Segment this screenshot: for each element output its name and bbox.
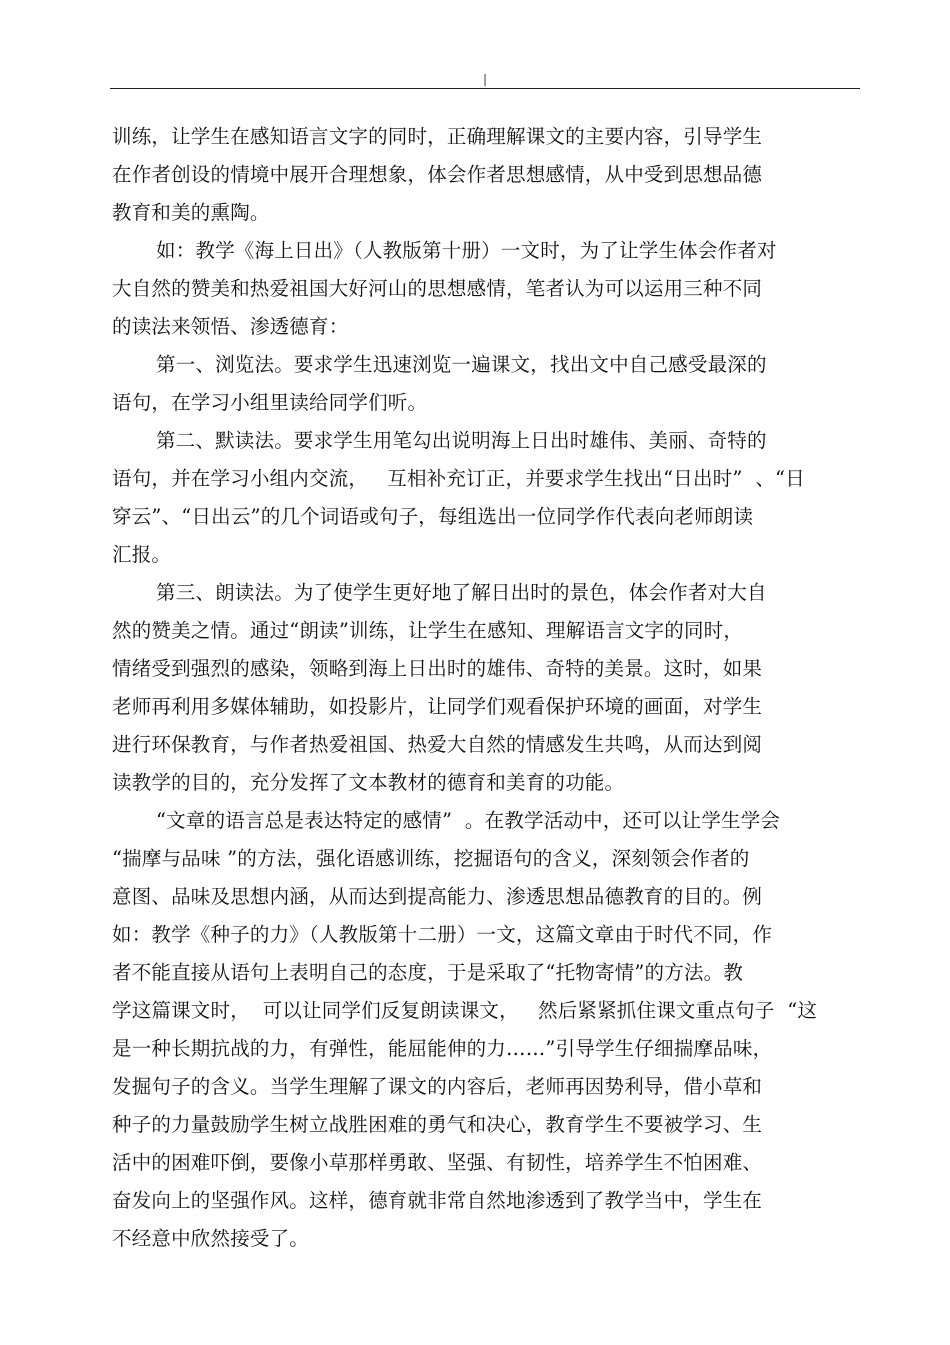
- text-line: 语句，并在学习小组内交流， 互相补充订正，并要求学生找出“日出时” 、“日: [112, 467, 805, 490]
- text-line: 不经意中欣然接受了。: [112, 1227, 310, 1250]
- text-line: 在作者创设的情境中展开合理想象，体会作者思想感情，从中受到思想品德: [112, 163, 763, 186]
- text-line: 奋发向上的坚强作风。这样，德育就非常自然地渗透到了教学当中，学生在: [112, 1189, 763, 1212]
- text-line: 语句，在学习小组里读给同学们听。: [112, 391, 428, 414]
- text-line: 活中的困难吓倒，要像小草那样勇敢、坚强、有韧性，培养学生不怕困难、: [112, 1151, 763, 1174]
- text-line: 是一种长期抗战的力，有弹性，能屈能伸的力……”引导学生仔细揣摩品味，: [112, 1037, 773, 1060]
- text-line: 如：教学《种子的力》（人教版第十二册）一文，这篇文章由于时代不同，作: [112, 923, 773, 946]
- text-line: 汇报。: [112, 543, 172, 566]
- text-line: 穿云”、“日出云”的几个词语或句子，每组选出一位同学作代表向老师朗读: [112, 505, 754, 528]
- text-line: 发掘句子的含义。当学生理解了课文的内容后，老师再因势利导，借小草和: [112, 1075, 763, 1098]
- text-line: 老师再利用多媒体辅助，如投影片，让同学们观看保护环境的画面，对学生: [112, 695, 763, 718]
- document-body: [112, 118, 862, 1258]
- text-line: 学这篇课文时， 可以让同学们反复朗读课文， 然后紧紧抓住课文重点句子 “这: [112, 999, 818, 1022]
- text-line: 进行环保教育，与作者热爱祖国、热爱大自然的情感发生共鸣，从而达到阅: [112, 733, 763, 756]
- header-rule: [110, 88, 860, 89]
- text-line: 如：教学《海上日出》（人教版第十册）一文时，为了让学生体会作者对: [156, 239, 777, 262]
- text-line: 训练，让学生在感知语言文字的同时，正确理解课文的主要内容，引导学生: [112, 125, 763, 148]
- text-line: 情绪受到强烈的感染，领略到海上日出时的雄伟、奇特的美景。这时，如果: [112, 657, 763, 680]
- text-line: 然的赞美之情。通过“朗读”训练，让学生在感知、理解语言文字的同时，: [112, 619, 744, 642]
- text-line: 第一、浏览法。要求学生迅速浏览一遍课文，找出文中自己感受最深的: [156, 353, 767, 376]
- text-line: 大自然的赞美和热爱祖国大好河山的思想感情，笔者认为可以运用三种不同: [112, 277, 763, 300]
- text-line: 教育和美的熏陶。: [112, 201, 270, 224]
- text-line: 第二、默读法。要求学生用笔勾出说明海上日出时雄伟、美丽、奇特的: [156, 429, 767, 452]
- text-line: 者不能直接从语句上表明自己的态度，于是采取了“托物寄情”的方法。教: [112, 961, 744, 984]
- text-line: “揣摩与品味 ”的方法，强化语感训练，挖掘语句的含义，深刻领会作者的: [112, 847, 750, 870]
- text-line: 的读法来领悟、渗透德育：: [112, 315, 349, 338]
- text-line: 意图、品味及思想内涵，从而达到提高能力、渗透思想品德教育的目的。例: [112, 885, 763, 908]
- text-line: 第三、朗读法。为了使学生更好地了解日出时的景色，体会作者对大自: [156, 581, 767, 604]
- text-line: 种子的力量鼓励学生树立战胜困难的勇气和决心，教育学生不要被学习、生: [112, 1113, 763, 1136]
- text-line: “文章的语言总是表达特定的感情” 。在教学活动中，还可以让学生学会: [156, 809, 781, 832]
- header-mark: |: [483, 72, 488, 86]
- text-line: 读教学的目的，充分发挥了文本教材的德育和美育的功能。: [112, 771, 625, 794]
